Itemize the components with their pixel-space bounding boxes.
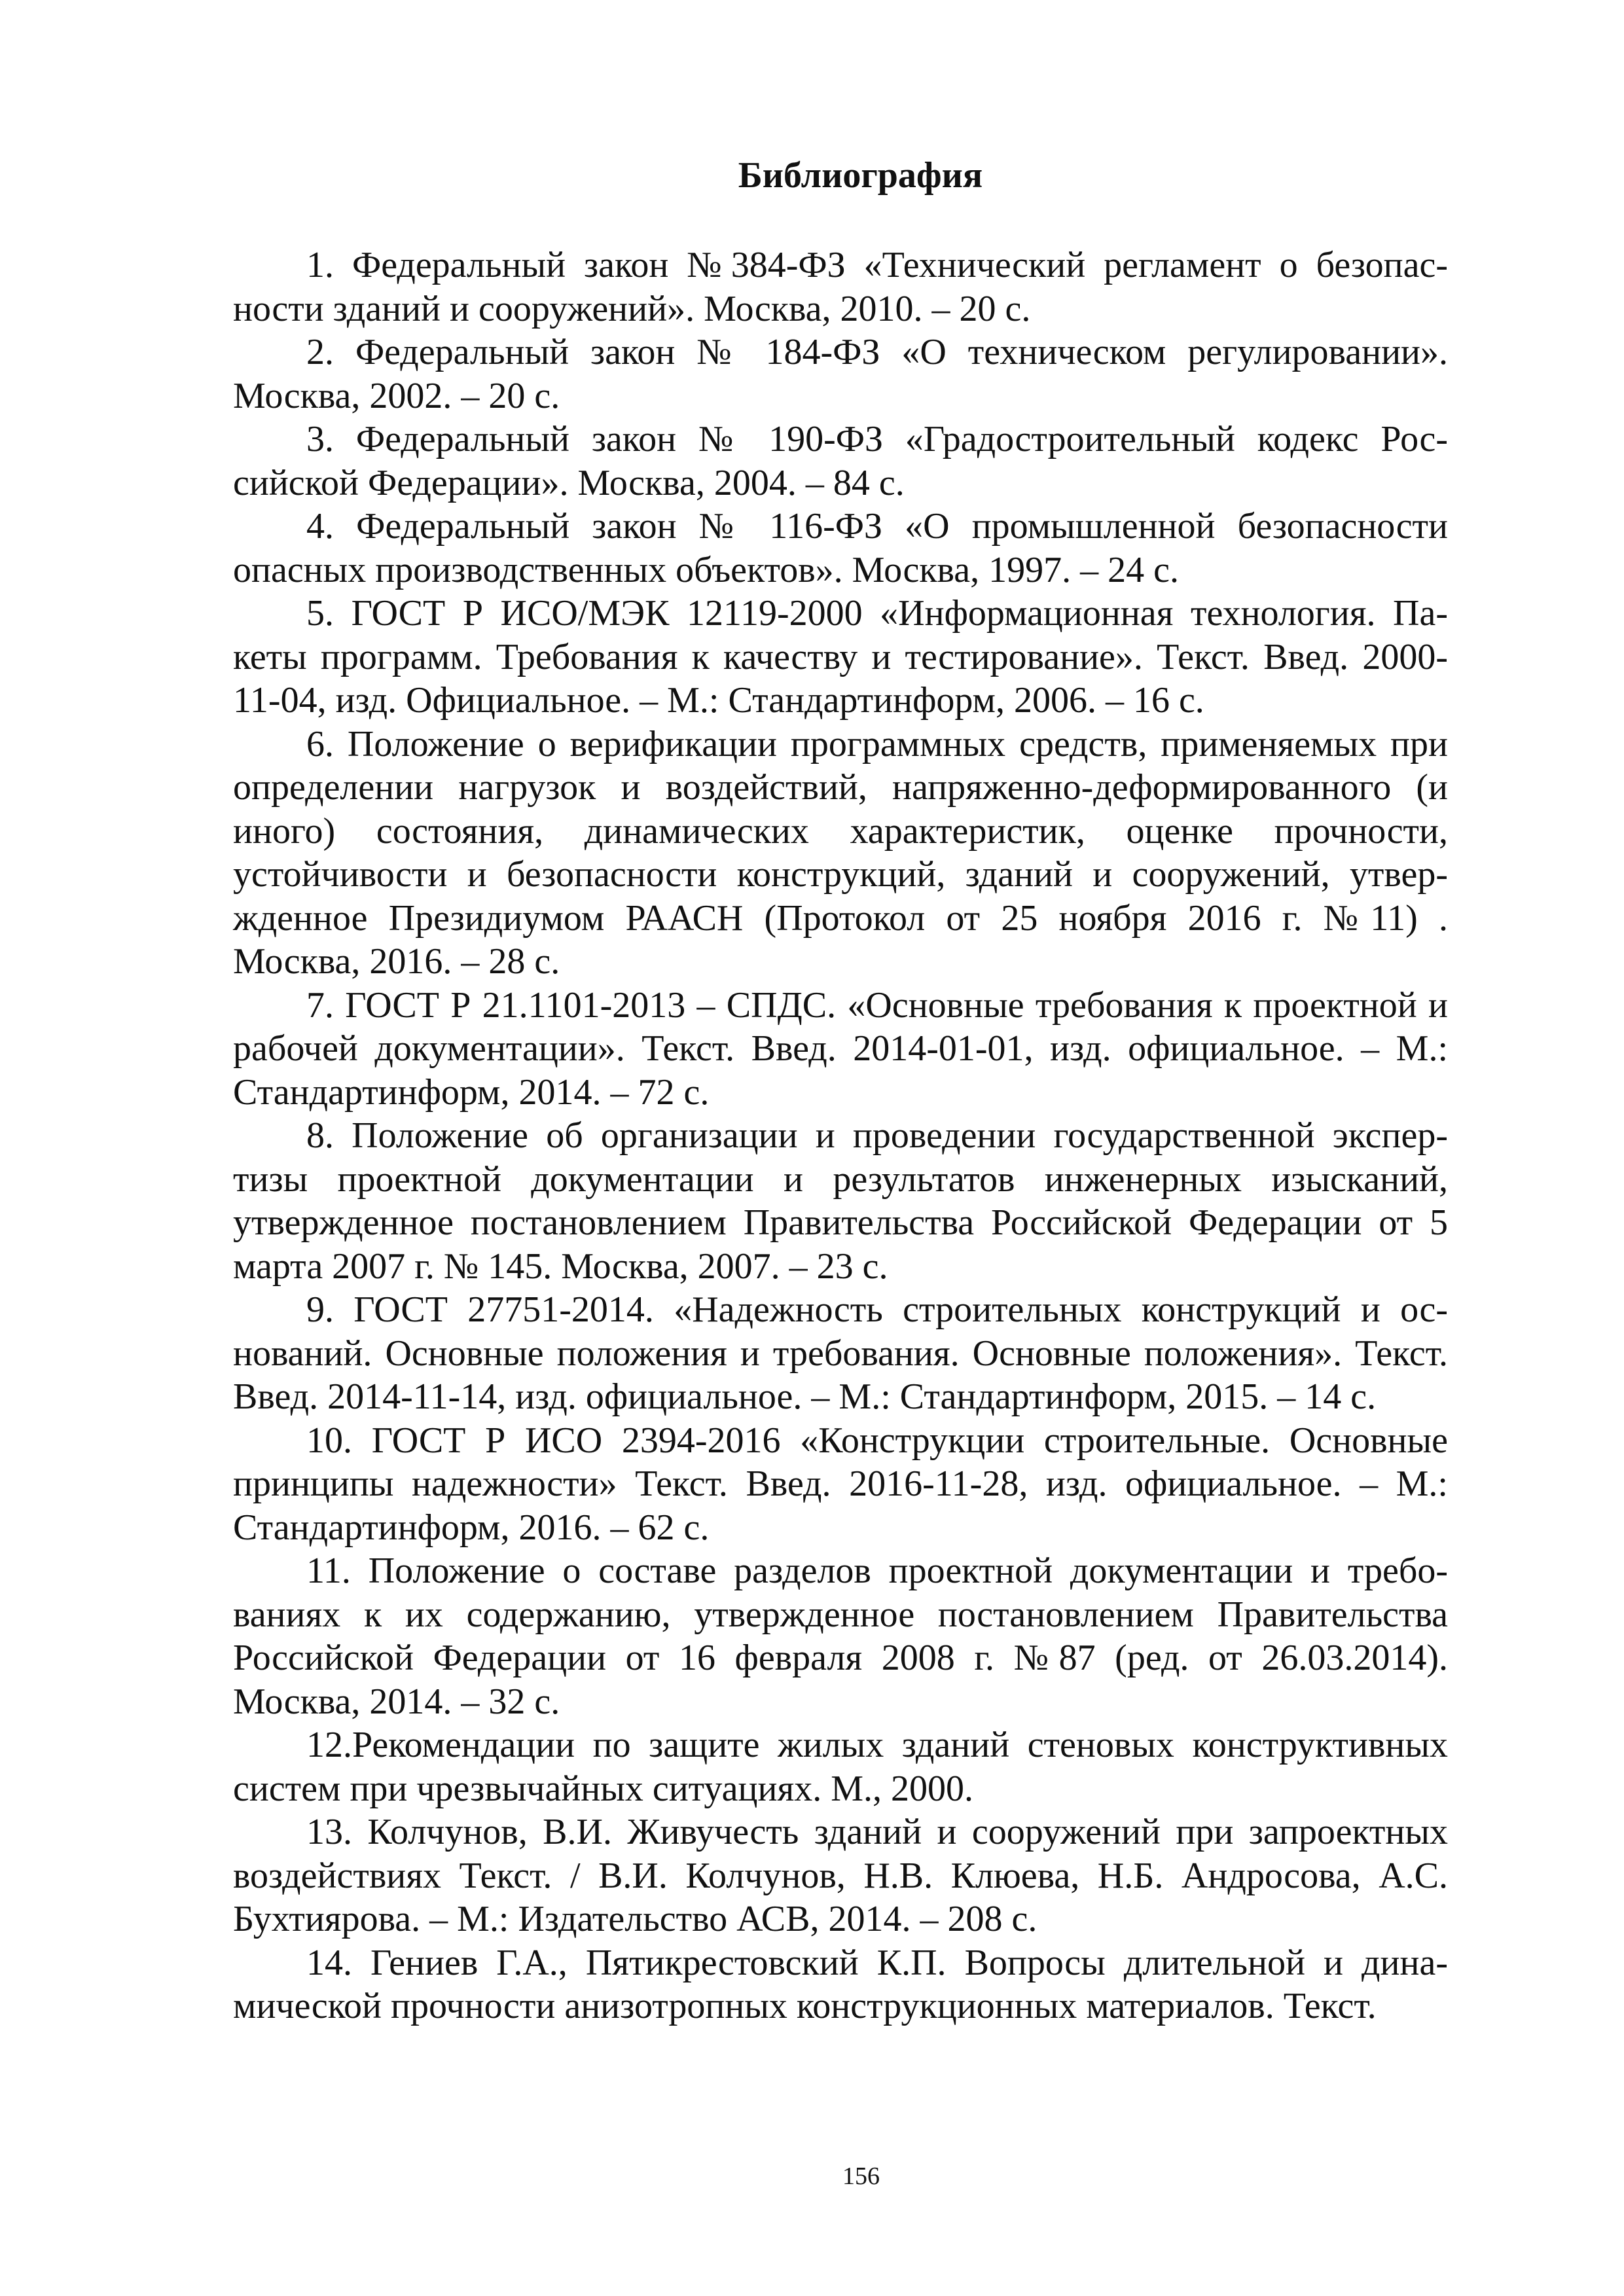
bibliography-entry-6: 6. Положение о верификации программных средств, применяемых при определении нагрузок и воздействий, напряженно-деформированного (и иного) состояния, динамических характеристик, оценке прочности, устойчивости и безопасности конструкций, зданий и сооружений, утвержденное Президиумом РААСН (Протокол от 25 ноября 2016 г. №11) . Москва, 2016. – 28 с. [233, 723, 1448, 982]
bibliography-entry-7: 7. ГОСТ Р 21.1101-2013 – СПДС. «Основные требования к проектной и рабочей документации». Текст. Введ. 2014-01-01, изд. официальное. – М.: Стандартинформ, 2014. – 72 с. [233, 984, 1448, 1113]
bibliography-entry-9: 9. ГОСТ 27751-2014. «Надежность строительных конструкций и оснований. Основные положения и требования. Основные положения». Текст. Введ. 2014-11-14, изд. официальное. – М.: Стандартинформ, 2015. – 14 с. [233, 1289, 1448, 1417]
bibliography-entry-3: 3. Федеральный закон № 190-ФЗ «Градостроительный кодекс Российской Федерации». Москва, 2004. – 84 с. [233, 419, 1448, 503]
page-number: 156 [842, 2162, 880, 2190]
bibliography-entry-5: 5. ГОСТ Р ИСО/МЭК 12119-2000 «Информационная технология. Пакеты программ. Требования к качеству и тестирование». Текст. Введ. 2000-11-04, изд. Официальное. – М.: Стандартинформ, 2006. – 16 с. [233, 593, 1448, 721]
page-title: Библиография [738, 155, 983, 196]
bibliography-entry-10: 10. ГОСТ Р ИСО 2394-2016 «Конструкции строительные. Основные принципы надежности» Текст. Введ. 2016-11-28, изд. официальное. – М.: Стандартинформ, 2016. – 62 с. [233, 1420, 1448, 1548]
bibliography-entry-1: 1. Федеральный закон №384-ФЗ «Технический регламент о безопасности зданий и сооружений». Москва, 2010. – 20 с. [233, 245, 1448, 329]
bibliography-entry-4: 4. Федеральный закон № 116-ФЗ «О промышленной безопасности опасных производственных объектов». Москва, 1997. – 24 с. [233, 506, 1448, 590]
bibliography-list [233, 243, 1448, 2028]
bibliography-entry-11: 11. Положение о составе разделов проектной документации и требованиях к их содержанию, утвержденное постановлением Правительства Российской Федерации от 16 февраля 2008 г. №87 (ред. от 26.03.2014). Москва, 2014. – 32 с. [233, 1551, 1448, 1722]
bibliography-entry-13: 13. Колчунов, В.И. Живучесть зданий и сооружений при запроектных воздействиях Текст. / В.И. Колчунов, Н.В. Клюева, Н.Б. Андросова, А.С. Бухтиярова. – М.: Издательство АСВ, 2014. – 208 с. [233, 1812, 1448, 1939]
bibliography-entry-8: 8. Положение об организации и проведении государственной экспертизы проектной документации и результатов инженерных изысканий, утвержденное постановлением Правительства Российской Федерации от 5 марта 2007 г. № 145. Москва, 2007. – 23 с. [233, 1115, 1448, 1287]
bibliography-entry-12: 12.Рекомендации по защите жилых зданий стеновых конструктивных систем при чрезвычайных ситуациях. М., 2000. [233, 1725, 1448, 1809]
bibliography-entry-14: 14. Гениев Г.А., Пятикрестовский К.П. Вопросы длительной и динамической прочности анизотропных конструкционных материалов. Текст. [233, 1942, 1448, 2026]
bibliography-entry-2: 2. Федеральный закон № 184-ФЗ «О техническом регулировании». Москва, 2002. – 20 с. [233, 332, 1448, 416]
